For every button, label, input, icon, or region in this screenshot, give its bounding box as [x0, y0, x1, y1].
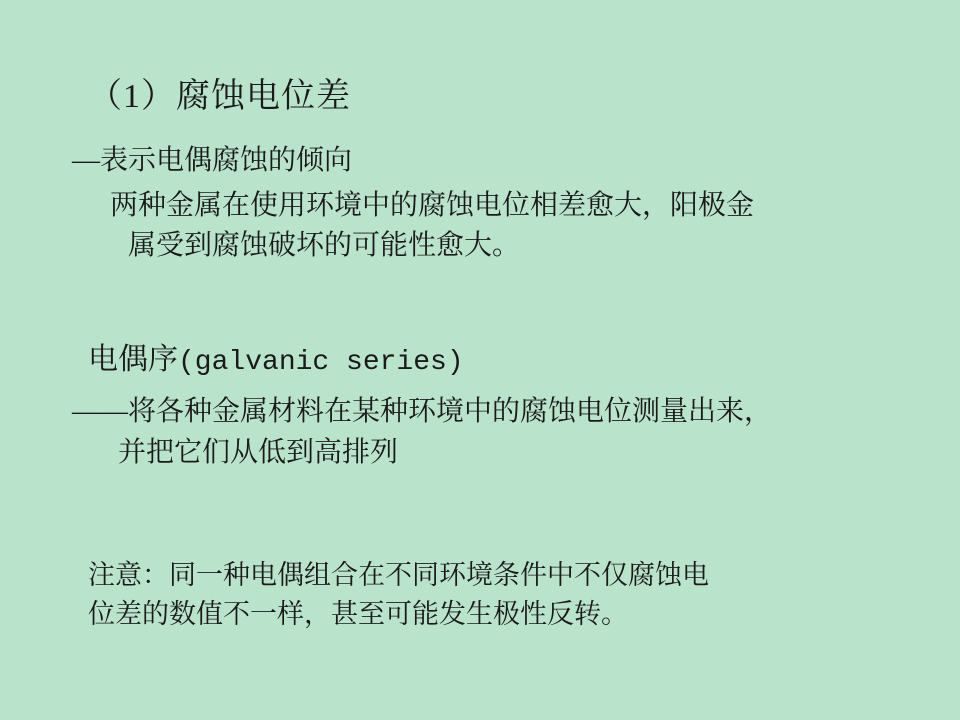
definition-line-1: ——将各种金属材料在某种环境中的腐蚀电位测量出来，: [72, 396, 773, 427]
body-paragraph: [110, 186, 900, 266]
note-block: [88, 556, 888, 634]
subheading-chinese: 电偶序: [88, 343, 178, 376]
slide-heading: （1）腐蚀电位差: [88, 78, 351, 115]
definition-line-2: 并把它们从低到高排列: [118, 436, 399, 468]
note-line-2: 位差的数值不一样，甚至可能发生极性反转。: [88, 599, 628, 630]
section-subheading: [88, 334, 464, 378]
body-line-2: 属受到腐蚀破坏的可能性愈大。: [128, 229, 521, 261]
section-definition: [72, 392, 892, 473]
subheading-english: (galvanic series): [178, 347, 464, 378]
body-line-1: 两种金属在使用环境中的腐蚀电位相差愈大，阳极金: [110, 190, 755, 221]
heading-subtitle: —表示电偶腐蚀的倾向: [72, 145, 353, 176]
note-line-1: 注意：同一种电偶组合在不同环境条件中不仅腐蚀电: [88, 560, 709, 590]
